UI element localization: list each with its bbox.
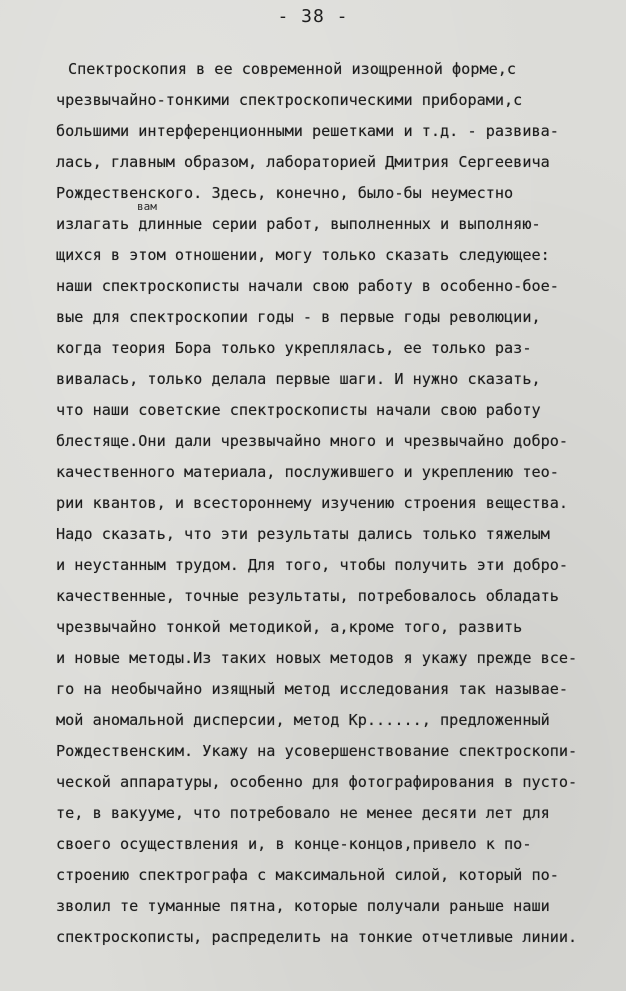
text-line: что наши советские спектроскописты начали свою работу bbox=[56, 401, 541, 419]
text-line: и новые методы.Из таких новых методов я укажу прежде все- bbox=[56, 649, 578, 667]
text-line: своего осуществления и, в конце-концов,привело к по- bbox=[56, 835, 532, 853]
text-line: Рождественского. Здесь, конечно, было-бы неуместно bbox=[56, 184, 514, 202]
text-line: спектроскописты, распределить на тонкие отчетливые линии. bbox=[56, 928, 578, 946]
text-line: Надо сказать, что эти результаты дались только тяжелым bbox=[56, 525, 550, 543]
text-line: чрезвычайно тонкой методикой, а,кроме того, развить bbox=[56, 618, 523, 636]
text-line: щихся в этом отношении, могу только сказать следующее: bbox=[56, 246, 550, 264]
page-number: - 38 - bbox=[277, 6, 349, 27]
text-line: чрезвычайно-тонкими спектроскопическими приборами,с bbox=[56, 91, 523, 109]
text-line: зволил те туманные пятна, которые получали раньше наши bbox=[56, 897, 550, 915]
text-line: качественного материала, послужившего и укреплению тео- bbox=[56, 463, 559, 481]
text-line: рии квантов, и всестороннему изучению строения вещества. bbox=[56, 494, 569, 512]
text-line: большими интерференционными решетками и т.д. - развива- bbox=[56, 122, 559, 140]
text-line: вые для спектроскопии годы - в первые годы революции, bbox=[56, 308, 541, 326]
text-line: го на необычайно изящный метод исследования так называе- bbox=[56, 680, 569, 698]
text-line: блестяще.Они дали чрезвычайно много и чрезвычайно добро- bbox=[56, 432, 569, 450]
text-line: излагать длинные серии работ, выполненных и выполняю- bbox=[56, 215, 541, 233]
handwritten-insertion: вам bbox=[137, 200, 157, 213]
text-line: наши спектроскописты начали свою работу в особенно-бое- bbox=[56, 277, 559, 295]
text-line: мой аномальной дисперсии, метод Кр......, предложенный bbox=[56, 711, 550, 729]
text-line: Рождественским. Укажу на усовершенствование спектроскопи- bbox=[56, 742, 578, 760]
text-line: качественные, точные результаты, потребовалось обладать bbox=[56, 587, 559, 605]
text-line: когда теория Бора только укреплялась, ее только раз- bbox=[56, 339, 532, 357]
text-line: и неустанным трудом. Для того, чтобы получить эти добро- bbox=[56, 556, 569, 574]
text-line: ческой аппаратуры, особенно для фотографирования в пусто- bbox=[56, 773, 578, 791]
text-line: строению спектрографа с максимальной силой, который по- bbox=[56, 866, 559, 884]
text-line: те, в вакууме, что потребовало не менее десяти лет для bbox=[56, 804, 550, 822]
text-line: вивалась, только делала первые шаги. И нужно сказать, bbox=[56, 370, 541, 388]
text-line: Спектроскопия в ее современной изощренной форме,с bbox=[68, 60, 517, 78]
body-text bbox=[56, 54, 618, 953]
text-line: лась, главным образом, лабораторией Дмитрия Сергеевича bbox=[56, 153, 550, 171]
